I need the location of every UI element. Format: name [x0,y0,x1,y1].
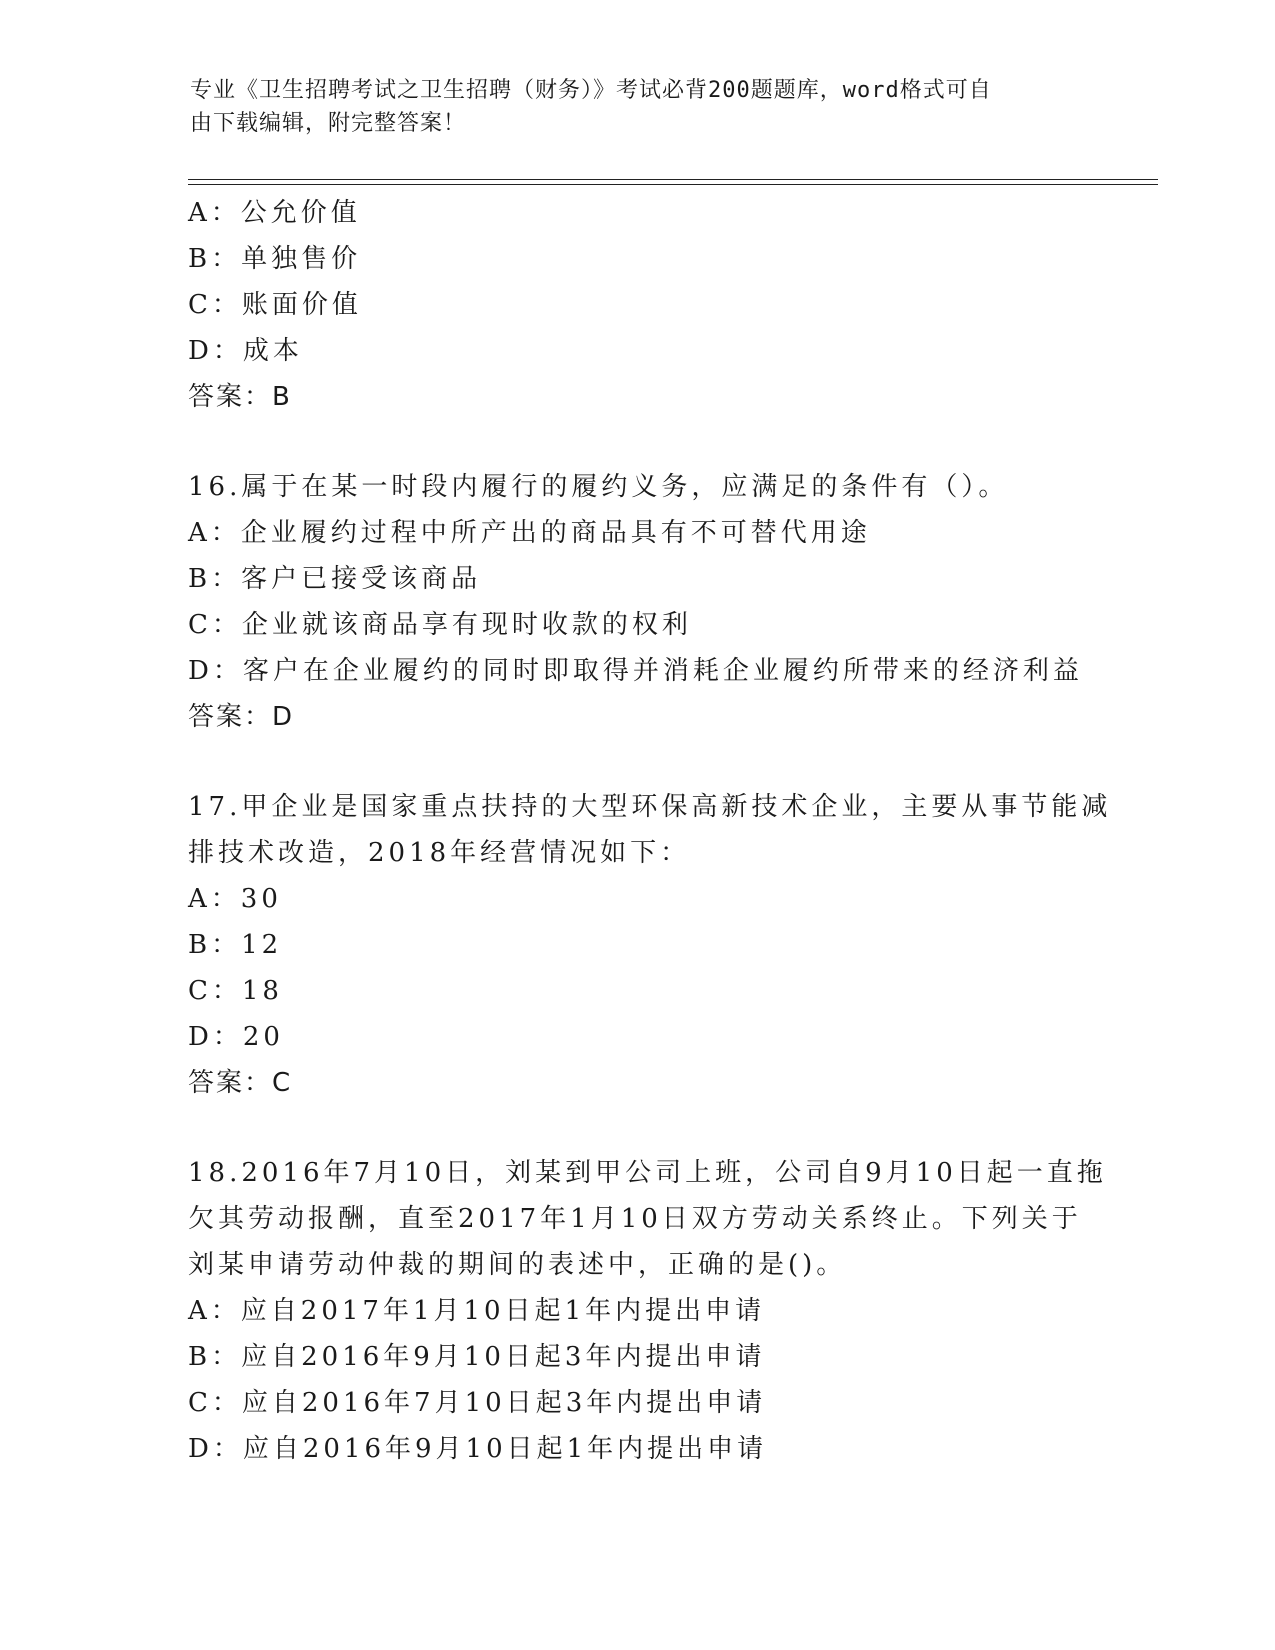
option-b: B：应自2016年9月10日起3年内提出申请 [188,1342,766,1372]
header-divider-top [188,179,1158,180]
header-divider-bottom [188,184,1158,185]
question-18-block [188,1150,1108,1472]
option-d: D：成本 [188,336,303,366]
question-16-block [188,464,1108,740]
header-line-1: 专业《卫生招聘考试之卫生招聘（财务）》考试必背200题题库，word格式可自 [190,78,992,103]
option-a: A：公允价值 [188,198,361,228]
answer-line: 答案：C [188,1068,293,1098]
option-c: C：企业就该商品享有现时收款的权利 [188,610,692,640]
question-15-block [188,190,1108,420]
question-stem: 刘某申请劳动仲裁的期间的表述中，正确的是()。 [188,1250,847,1280]
option-d: D：客户在企业履约的同时即取得并消耗企业履约所带来的经济利益 [188,656,1083,686]
question-stem: 排技术改造，2018年经营情况如下： [188,838,691,868]
document-header [190,74,1070,140]
question-stem: 18.2016年7月10日，刘某到甲公司上班，公司自9月10日起一直拖 [188,1158,1107,1188]
option-c: C：应自2016年7月10日起3年内提出申请 [188,1388,767,1418]
question-stem: 欠其劳动报酬，直至2017年1月10日双方劳动关系终止。下列关于 [188,1204,1082,1234]
option-a: A：30 [188,884,282,914]
option-a: A：企业履约过程中所产出的商品具有不可替代用途 [188,518,871,548]
option-c: C：18 [188,976,283,1006]
header-line-2: 由下载编辑，附完整答案！ [190,111,467,136]
option-c: C：账面价值 [188,290,362,320]
question-stem: 17.甲企业是国家重点扶持的大型环保高新技术企业，主要从事节能减 [188,792,1112,822]
option-d: D：20 [188,1022,284,1052]
question-list [188,190,1112,1472]
answer-line: 答案：D [188,702,295,732]
option-a: A：应自2017年1月10日起1年内提出申请 [188,1296,766,1326]
option-b: B：单独售价 [188,244,362,274]
question-17-block [188,784,1112,1106]
option-d: D：应自2016年9月10日起1年内提出申请 [188,1434,768,1464]
question-stem: 16.属于在某一时段内履行的履约义务，应满足的条件有（）。 [188,472,1009,502]
option-b: B：12 [188,930,283,960]
answer-line: 答案：B [188,382,292,412]
option-b: B：客户已接受该商品 [188,564,482,594]
